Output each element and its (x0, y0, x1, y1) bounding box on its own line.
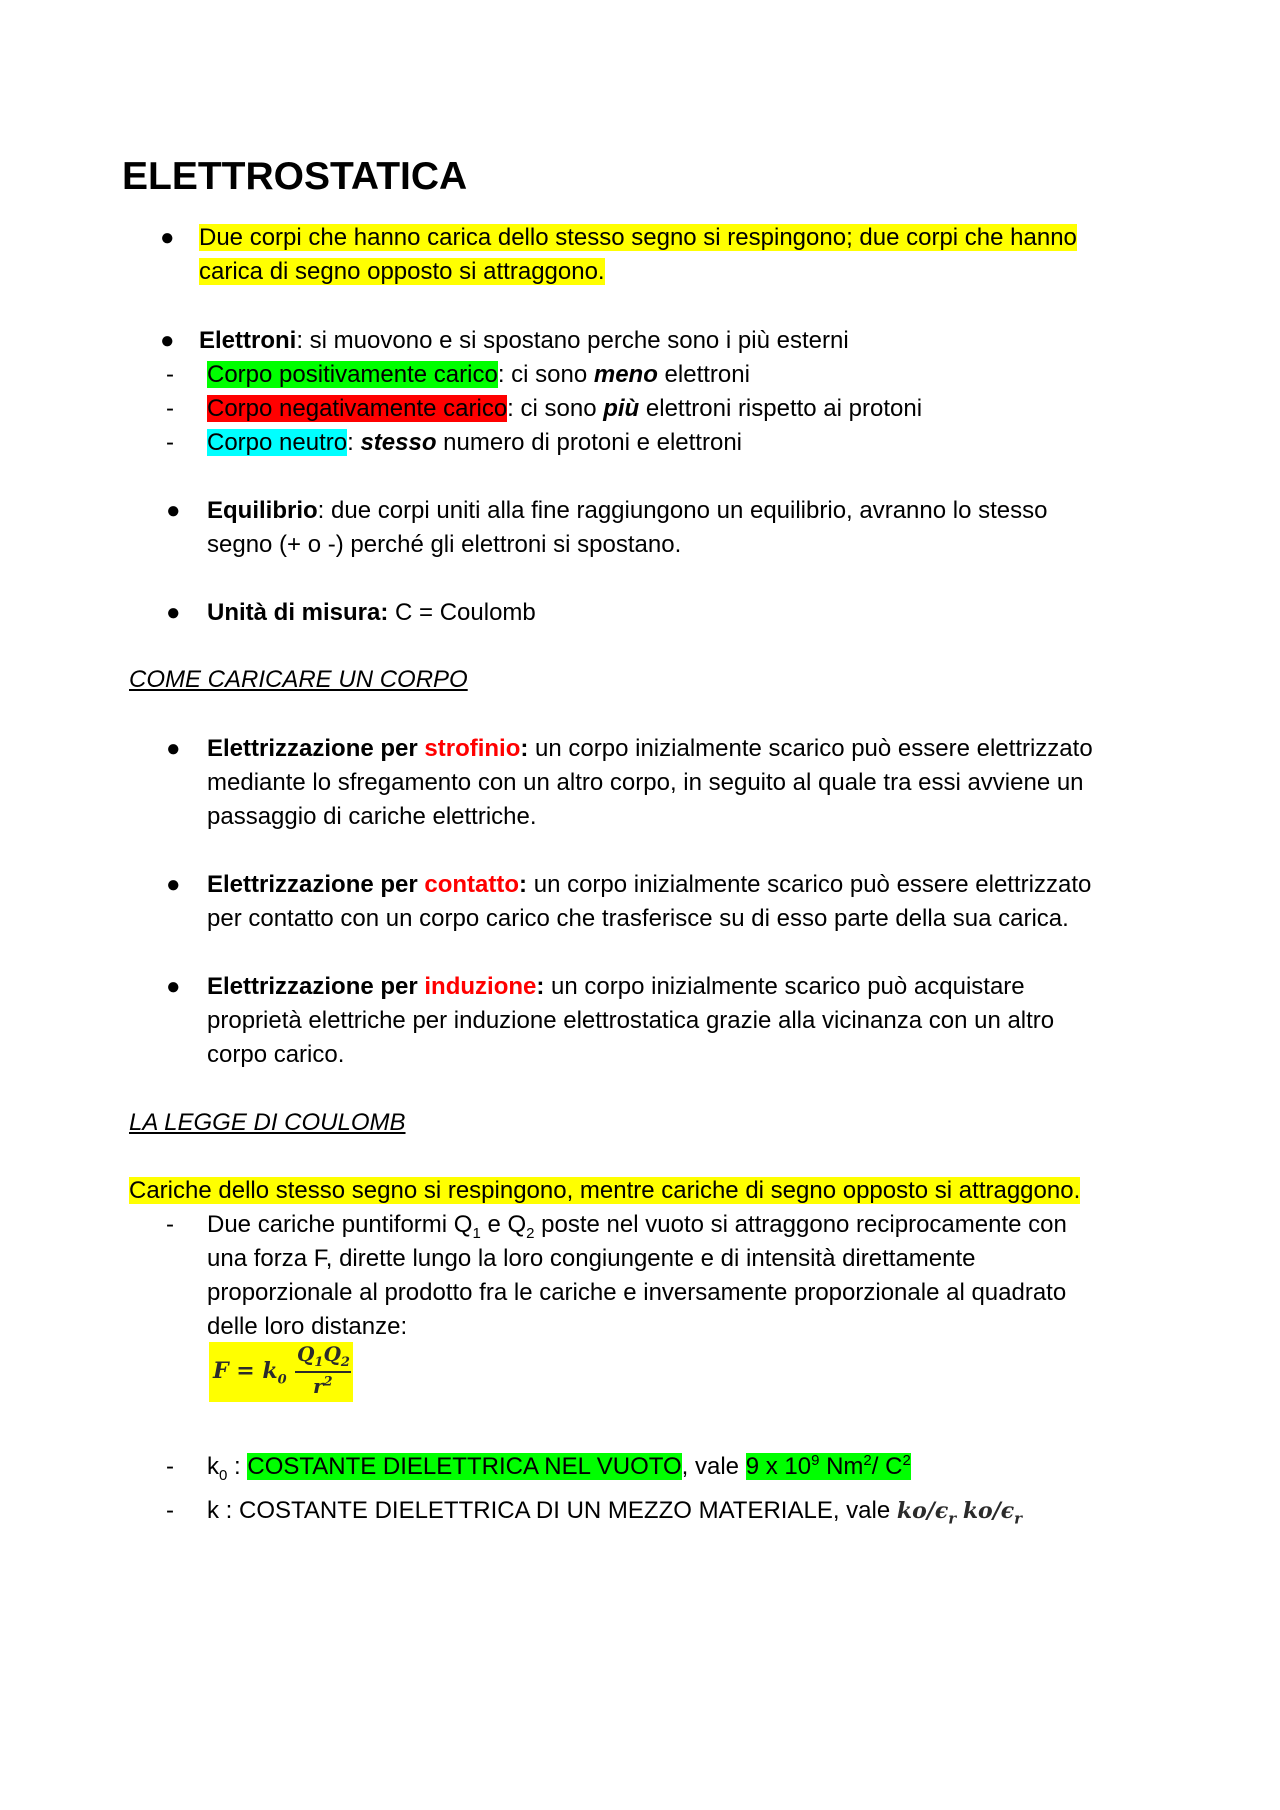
dash-marker: - (166, 395, 174, 422)
coulomb-rule: Cariche dello stesso segno si respingono, mentre cariche di segno opposto si attraggono. (129, 1177, 1081, 1204)
induzione-line-2: proprietà elettriche per induzione elettrostatica grazie alla vicinanza con un altro (207, 1007, 1055, 1034)
k-item: k : COSTANTE DIELETTRICA DI UN MEZZO MATERIALE, vale $ko/\epsilon_r$ $ko/\epsilon_r$ (207, 1497, 1023, 1528)
elettroni-item: Elettroni: si muovono e si spostano perche sono i più esterni (199, 327, 849, 354)
contatto-line-2: per contatto con un corpo carico che trasferisce su di esso parte della sua carica. (207, 905, 1069, 932)
strofinio-line-1: Elettrizzazione per strofinio: un corpo inizialmente scarico può essere elettrizzato (207, 735, 1093, 762)
formula-lhs: $F = k_0$ (213, 1358, 287, 1388)
dash-marker: - (166, 1453, 174, 1480)
bullet-icon: ● (166, 973, 181, 1000)
dash-marker: - (166, 361, 174, 388)
unita-item: Unità di misura: C = Coulomb (207, 599, 536, 626)
equilibrio-line-1: Equilibrio: due corpi uniti alla fine raggiungono un equilibrio, avranno lo stesso (207, 497, 1048, 524)
section-heading-come-caricare: COME CARICARE UN CORPO (129, 666, 468, 693)
bullet-icon: ● (160, 327, 175, 354)
neutro-item: Corpo neutro: stesso numero di protoni e elettroni (207, 429, 742, 456)
coulomb-formula (209, 1342, 353, 1402)
fraction-bar (295, 1371, 351, 1373)
k-expression-1: $ko/\epsilon_r$ (896, 1498, 957, 1528)
k0-value: 9 x $10^9$ Nm$^2$/ $C^2$ (745, 1452, 911, 1480)
coulomb-line-1: Due cariche puntiformi $Q_1$ e $Q_2$ poste nel vuoto si attraggono reciprocamente con (207, 1211, 1067, 1242)
intro-line-1: Due corpi che hanno carica dello stesso segno si respingono; due corpi che hanno (199, 224, 1077, 251)
contatto-line-1: Elettrizzazione per contatto: un corpo inizialmente scarico può essere elettrizzato (207, 871, 1092, 898)
bullet-icon: ● (166, 497, 181, 524)
bullet-icon: ● (166, 735, 181, 762)
strofinio-line-2: mediante lo sfregamento con un altro corpo, in seguito al quale tra essi avviene un (207, 769, 1084, 796)
k0-item: $k_0$ : COSTANTE DIELETTRICA NEL VUOTO, vale 9 x $10^9$ Nm$^2$/ $C^2$ (207, 1452, 911, 1484)
k-expression-2: $ko/\epsilon_r$ (962, 1498, 1023, 1528)
page-title: ELETTROSTATICA (122, 155, 468, 198)
dash-marker: - (166, 1211, 174, 1238)
coulomb-line-3: proporzionale al prodotto fra le cariche e inversamente proporzionale al quadrato (207, 1279, 1067, 1306)
bullet-icon: ● (160, 224, 175, 251)
intro-line-2: carica di segno opposto si attraggono. (199, 258, 605, 285)
formula-numerator: $Q_1Q_2$ (297, 1342, 350, 1370)
negativo-item: Corpo negativamente carico: ci sono più elettroni rispetto ai protoni (207, 395, 923, 422)
induzione-line-1: Elettrizzazione per induzione: un corpo inizialmente scarico può acquistare (207, 973, 1025, 1000)
formula-denominator: $r^2$ (313, 1374, 333, 1398)
induzione-line-3: corpo carico. (207, 1041, 345, 1068)
bullet-icon: ● (166, 871, 181, 898)
dash-marker: - (166, 1497, 174, 1524)
strofinio-line-3: passaggio di cariche elettriche. (207, 803, 537, 830)
coulomb-line-2: una forza F, dirette lungo la loro congiungente e di intensità direttamente (207, 1245, 976, 1272)
coulomb-line-4: delle loro distanze: (207, 1313, 408, 1340)
equilibrio-line-2: segno (+ o -) perché gli elettroni si spostano. (207, 531, 682, 558)
dash-marker: - (166, 429, 174, 456)
positivo-item: Corpo positivamente carico: ci sono meno elettroni (207, 361, 750, 388)
section-heading-legge-coulomb: LA LEGGE DI COULOMB (129, 1109, 406, 1136)
bullet-icon: ● (166, 599, 181, 626)
